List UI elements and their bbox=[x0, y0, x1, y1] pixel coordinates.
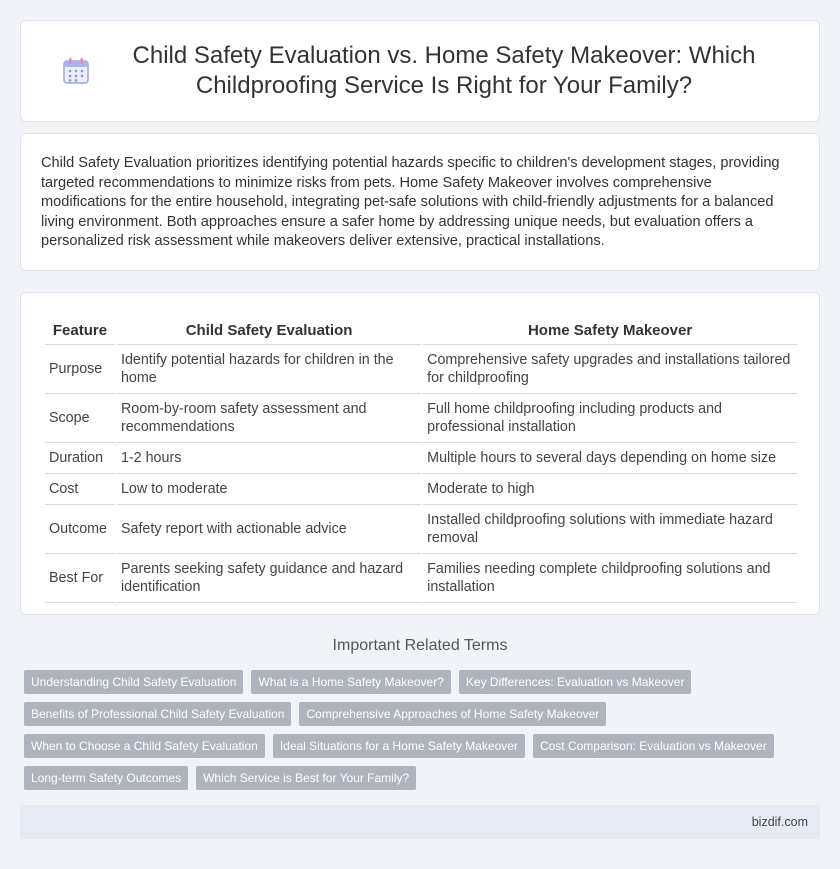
table-row bbox=[45, 554, 797, 603]
row-evaluation: 1-2 hours bbox=[117, 443, 421, 474]
tag-link[interactable]: Ideal Situations for a Home Safety Makeover bbox=[273, 734, 525, 758]
row-makeover: Multiple hours to several days depending on home size bbox=[423, 443, 797, 474]
row-feature: Scope bbox=[45, 394, 115, 443]
intro-paragraph: Child Safety Evaluation prioritizes identifying potential hazards specific to children's development stages, providing targeted recommendations to minimize risks from pets. Home Safety Makeover involves comprehensive modifications for the entire household, integrating pet-safe solutions with child-friendly adjustments for a balanced living environment. Both approaches ensure a safer home by addressing unique needs, but evaluation offers a personalized risk assessment while makeovers deliver extensive, practical installations. bbox=[41, 155, 780, 249]
comparison-card bbox=[20, 292, 820, 615]
tag-row bbox=[24, 766, 824, 790]
tag-link[interactable]: Cost Comparison: Evaluation vs Makeover bbox=[533, 734, 774, 758]
related-terms-tags bbox=[24, 670, 824, 798]
row-feature: Best For bbox=[45, 554, 115, 603]
footer bbox=[20, 805, 820, 839]
tag-link[interactable]: Long-term Safety Outcomes bbox=[24, 766, 188, 790]
row-evaluation: Room-by-room safety assessment and recommendations bbox=[117, 394, 421, 443]
header-feature: Feature bbox=[45, 313, 115, 345]
calendar-icon bbox=[61, 56, 91, 86]
tag-link[interactable]: What is a Home Safety Makeover? bbox=[251, 670, 450, 694]
tag-row bbox=[24, 702, 824, 726]
row-makeover: Moderate to high bbox=[423, 474, 797, 505]
table-row bbox=[45, 505, 797, 554]
row-makeover: Comprehensive safety upgrades and installations tailored for childproofing bbox=[423, 345, 797, 394]
table-row bbox=[45, 394, 797, 443]
table-row bbox=[45, 443, 797, 474]
tag-link[interactable]: When to Choose a Child Safety Evaluation bbox=[24, 734, 265, 758]
row-makeover: Families needing complete childproofing solutions and installation bbox=[423, 554, 797, 603]
title-wrap bbox=[21, 21, 819, 121]
row-makeover: Full home childproofing including products and professional installation bbox=[423, 394, 797, 443]
row-feature: Cost bbox=[45, 474, 115, 505]
row-evaluation: Parents seeking safety guidance and hazard identification bbox=[117, 554, 421, 603]
row-feature: Duration bbox=[45, 443, 115, 474]
tag-row bbox=[24, 734, 824, 758]
table-row bbox=[45, 345, 797, 394]
tag-link[interactable]: Comprehensive Approaches of Home Safety Makeover bbox=[299, 702, 606, 726]
row-makeover: Installed childproofing solutions with immediate hazard removal bbox=[423, 505, 797, 554]
table-header-row bbox=[45, 313, 797, 345]
comparison-table bbox=[43, 313, 799, 603]
row-evaluation: Safety report with actionable advice bbox=[117, 505, 421, 554]
tag-link[interactable]: Benefits of Professional Child Safety Evaluation bbox=[24, 702, 291, 726]
tag-link[interactable]: Key Differences: Evaluation vs Makeover bbox=[459, 670, 692, 694]
tag-link[interactable]: Which Service is Best for Your Family? bbox=[196, 766, 416, 790]
row-evaluation: Low to moderate bbox=[117, 474, 421, 505]
related-terms-title: Important Related Terms bbox=[332, 637, 508, 654]
intro-card bbox=[20, 133, 820, 271]
table-row bbox=[45, 474, 797, 505]
row-feature: Purpose bbox=[45, 345, 115, 394]
page-title: Child Safety Evaluation vs. Home Safety Makeover: Which Childproofing Service Is Right for Your Family? bbox=[132, 42, 756, 99]
row-feature: Outcome bbox=[45, 505, 115, 554]
tag-link[interactable]: Understanding Child Safety Evaluation bbox=[24, 670, 243, 694]
title-card bbox=[20, 20, 820, 122]
header-child-safety-evaluation: Child Safety Evaluation bbox=[117, 313, 421, 345]
tag-row bbox=[24, 670, 824, 694]
footer-site[interactable]: bizdif.com bbox=[751, 815, 808, 829]
row-evaluation: Identify potential hazards for children in the home bbox=[117, 345, 421, 394]
header-home-safety-makeover: Home Safety Makeover bbox=[423, 313, 797, 345]
